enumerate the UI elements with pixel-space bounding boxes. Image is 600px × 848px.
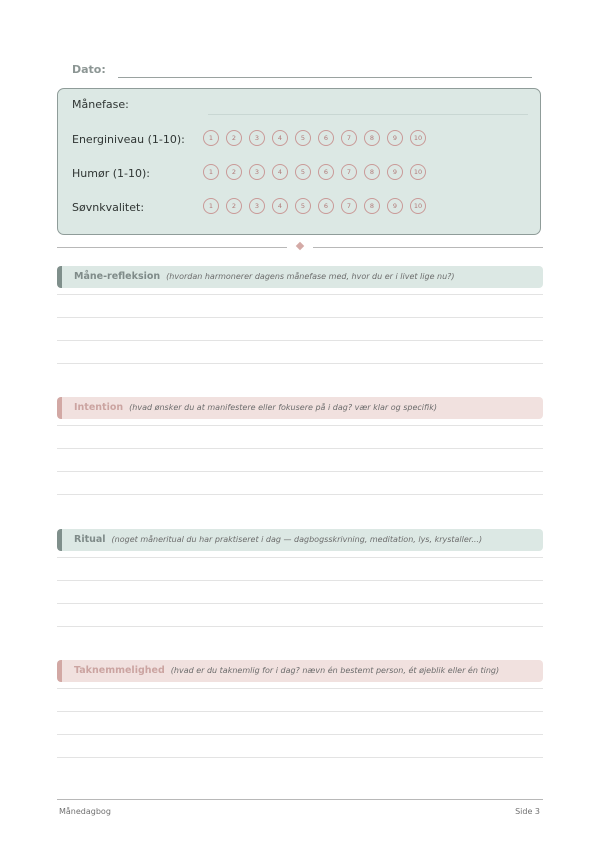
rating-option-10[interactable]: 10 — [410, 130, 426, 146]
writing-line[interactable] — [57, 317, 543, 318]
rating-option-10[interactable]: 10 — [410, 164, 426, 180]
section-hint: (hvad ønsker du at manifestere eller fokusere på i dag? vær klar og specifik) — [129, 403, 437, 412]
section-title: Måne-refleksion (hvordan harmonerer dagens månefase med, hvor du er i livet lige nu?) — [74, 271, 455, 282]
writing-line[interactable] — [57, 471, 543, 472]
rating-option-9[interactable]: 9 — [387, 198, 403, 214]
rating-option-10[interactable]: 10 — [410, 198, 426, 214]
moon-phase-label: Månefase: — [72, 98, 129, 111]
date-label: Dato: — [72, 63, 106, 76]
writing-line[interactable] — [57, 557, 543, 558]
divider-line — [57, 247, 287, 248]
section-header — [57, 660, 543, 682]
rating-option-5[interactable]: 5 — [295, 130, 311, 146]
rating-option-8[interactable]: 8 — [364, 130, 380, 146]
rating-option-8[interactable]: 8 — [364, 198, 380, 214]
rating-option-7[interactable]: 7 — [341, 198, 357, 214]
writing-line[interactable] — [57, 688, 543, 689]
section-title: Ritual (noget måneritual du har praktiseret i dag — dagbogsskrivning, meditation, lys, krystaller...) — [74, 534, 483, 545]
writing-line[interactable] — [57, 711, 543, 712]
rating-option-5[interactable]: 5 — [295, 164, 311, 180]
section-divider — [57, 242, 543, 252]
rating-option-3[interactable]: 3 — [249, 164, 265, 180]
date-row — [72, 62, 532, 78]
rating-option-7[interactable]: 7 — [341, 130, 357, 146]
writing-line[interactable] — [57, 734, 543, 735]
rating-option-5[interactable]: 5 — [295, 198, 311, 214]
section-title: Taknemmelighed (hvad er du taknemlig for i dag? nævn én bestemt person, ét øjeblik eller én ting) — [74, 665, 500, 676]
footer-divider — [57, 799, 543, 800]
moon-phase-field[interactable] — [208, 114, 528, 115]
rating-option-3[interactable]: 3 — [249, 198, 265, 214]
rating-label: Søvnkvalitet: — [72, 201, 145, 214]
rating-option-6[interactable]: 6 — [318, 164, 334, 180]
rating-option-6[interactable]: 6 — [318, 130, 334, 146]
rating-option-1[interactable]: 1 — [203, 164, 219, 180]
writing-line[interactable] — [57, 448, 543, 449]
rating-option-2[interactable]: 2 — [226, 130, 242, 146]
date-field[interactable] — [118, 77, 532, 78]
rating-option-7[interactable]: 7 — [341, 164, 357, 180]
rating-option-1[interactable]: 1 — [203, 198, 219, 214]
rating-option-2[interactable]: 2 — [226, 164, 242, 180]
section-header — [57, 397, 543, 419]
rating-option-1[interactable]: 1 — [203, 130, 219, 146]
writing-line[interactable] — [57, 580, 543, 581]
writing-line[interactable] — [57, 425, 543, 426]
writing-line[interactable] — [57, 626, 543, 627]
rating-label: Energiniveau (1-10): — [72, 133, 185, 146]
rating-option-2[interactable]: 2 — [226, 198, 242, 214]
rating-option-8[interactable]: 8 — [364, 164, 380, 180]
rating-option-9[interactable]: 9 — [387, 164, 403, 180]
section-header — [57, 266, 543, 288]
writing-line[interactable] — [57, 757, 543, 758]
section-title: Intention (hvad ønsker du at manifestere eller fokusere på i dag? vær klar og specifik) — [74, 402, 437, 413]
section-hint: (hvad er du taknemlig for i dag? nævn én bestemt person, ét øjeblik eller én ting) — [170, 666, 500, 675]
rating-option-4[interactable]: 4 — [272, 198, 288, 214]
rating-row-energy — [72, 130, 532, 150]
rating-row-mood — [72, 164, 532, 184]
rating-row-sleep — [72, 198, 532, 218]
diamond-ornament-icon — [296, 242, 304, 250]
writing-line[interactable] — [57, 340, 543, 341]
section-hint: (hvordan harmonerer dagens månefase med, hvor du er i livet lige nu?) — [166, 272, 455, 281]
rating-option-4[interactable]: 4 — [272, 130, 288, 146]
rating-option-6[interactable]: 6 — [318, 198, 334, 214]
rating-label: Humør (1-10): — [72, 167, 150, 180]
writing-line[interactable] — [57, 363, 543, 364]
rating-option-9[interactable]: 9 — [387, 130, 403, 146]
divider-line — [313, 247, 543, 248]
rating-option-4[interactable]: 4 — [272, 164, 288, 180]
section-hint: (noget måneritual du har praktiseret i dag — dagbogsskrivning, meditation, lys, krystaller...) — [111, 535, 483, 544]
daily-stats-box — [57, 88, 541, 235]
writing-line[interactable] — [57, 603, 543, 604]
section-header — [57, 529, 543, 551]
writing-line[interactable] — [57, 494, 543, 495]
rating-option-3[interactable]: 3 — [249, 130, 265, 146]
footer-journal-name: Månedagbog — [59, 807, 111, 816]
footer-page-number: Side 3 — [515, 807, 540, 816]
writing-line[interactable] — [57, 294, 543, 295]
